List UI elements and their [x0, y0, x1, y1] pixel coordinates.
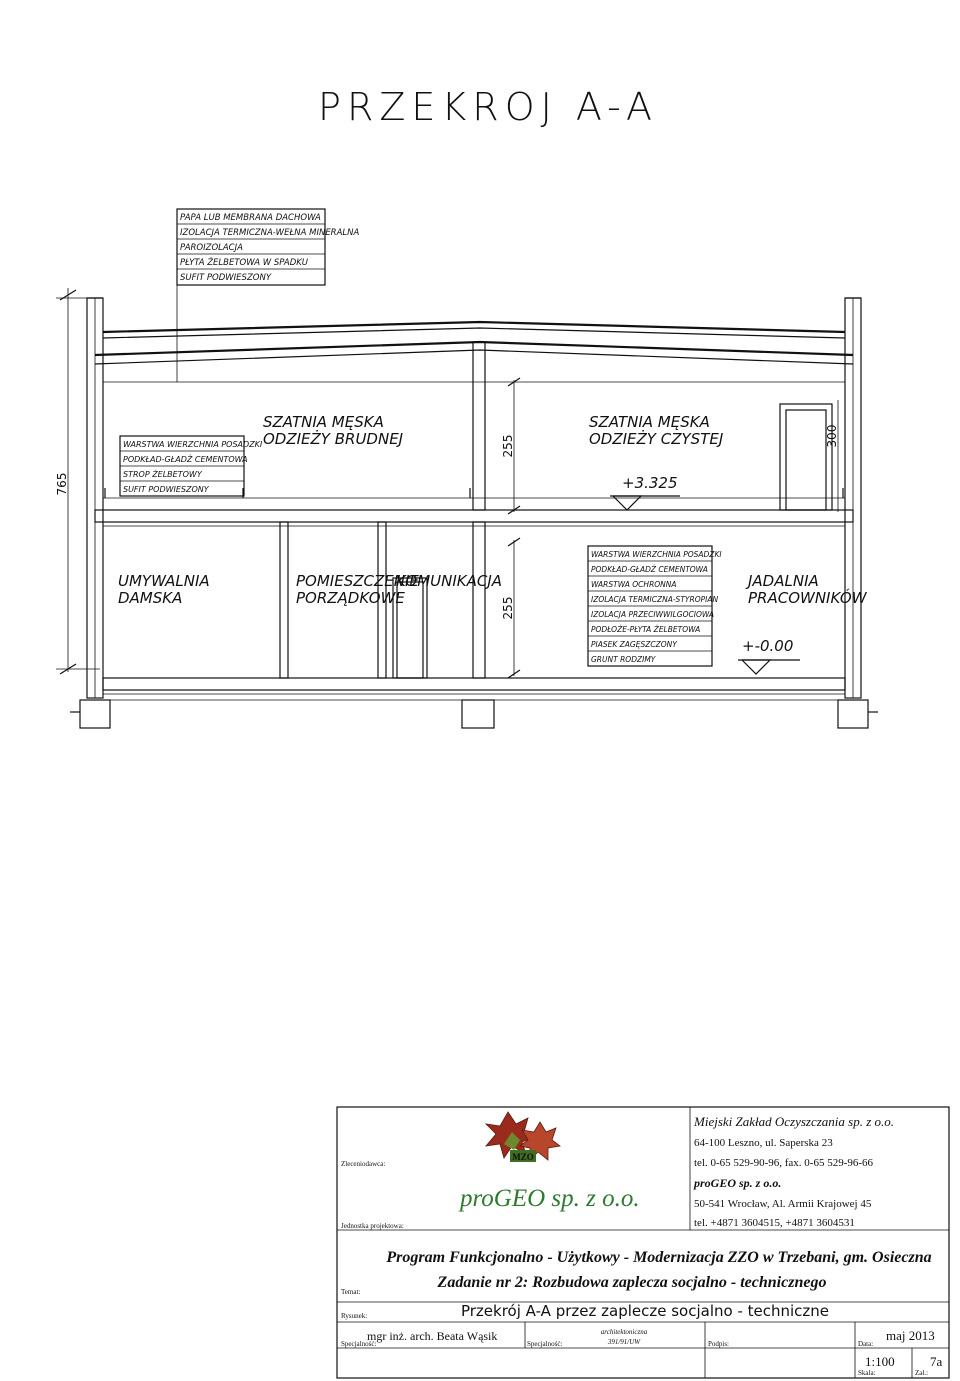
ground-layer-2: PODKŁAD-GŁADŹ CEMENTOWA — [591, 565, 708, 574]
dim-upper: 255 — [501, 434, 515, 458]
roof-layer-3: PAROIZOLACJA — [180, 243, 243, 253]
roof-layers-table — [177, 209, 359, 382]
roof-layer-4: PŁYTA ŻELBETOWA W SPADKU — [180, 258, 308, 268]
room-label-corridor: KOMUNIKACJA — [396, 572, 503, 590]
sign-label: Podpis: — [708, 1340, 730, 1348]
program-title: Program Funkcjonalno - Użytkowy - Modernizacja ZZO w Trzebani, gm. Osieczna — [386, 1249, 932, 1266]
scale-label: Skala: — [858, 1369, 876, 1377]
scale-value: 1:100 — [865, 1354, 895, 1369]
client-name: Miejski Zakład Oczyszczania sp. z o.o. — [694, 1114, 895, 1129]
attach-label: Zał.: — [915, 1369, 929, 1377]
ground-layers-table — [588, 546, 722, 666]
room-label-clean-2: ODZIEŻY CZYSTEJ — [589, 430, 724, 448]
drawing-name: Przekrój A-A przez zaplecze socjalno - techniczne — [460, 1302, 830, 1320]
room-label-washroom-2: DAMSKA — [118, 589, 183, 607]
level-upper: +3.325 — [622, 474, 678, 492]
ground-layer-3: WARSTWA OCHRONNA — [591, 580, 677, 589]
ground-layer-7: PIASEK ZAGĘSZCZONY — [591, 640, 677, 649]
room-label-clean-1: SZATNIA MĘSKA — [589, 413, 710, 431]
room-label-dining-1: JADALNIA — [748, 572, 819, 590]
drawing-label: Rysunek: — [341, 1312, 368, 1320]
specialty-label: Specjalność: — [341, 1340, 377, 1348]
sheet-value: 7a — [930, 1354, 943, 1369]
room-label-washroom-1: UMYWALNIA — [118, 572, 210, 590]
room-label-utility-2: PORZĄDKOWE — [296, 589, 405, 607]
author-license: 391/91/UW — [607, 1338, 641, 1346]
designer-address: 50-541 Wrocław, Al. Armii Krajowej 45 — [694, 1198, 872, 1210]
floor-layer-3: STROP ŻELBETOWY — [123, 470, 202, 479]
level-ground: +-0.00 — [742, 637, 794, 655]
ground-layer-6: PODŁOŻE-PŁYTA ŻELBETOWA — [591, 625, 701, 634]
ground-layer-1: WARSTWA WIERZCHNIA POSADZKI — [591, 550, 722, 559]
task-title: Zadanie nr 2: Rozbudowa zaplecza socjalno - technicznego — [437, 1274, 827, 1291]
ground-layer-4: IZOLACJA TERMICZNA-STYROPIAN — [591, 595, 719, 604]
title-block — [337, 1107, 949, 1378]
dim-door: 300 — [825, 424, 839, 448]
ground-layer-8: GRUNT RODZIMY — [591, 655, 656, 664]
client-phone: tel. 0-65 529-90-96, fax. 0-65 529-96-66 — [694, 1157, 874, 1169]
floor-layer-4: SUFIT PODWIESZONY — [123, 485, 209, 494]
client-label: Zleceniodawca: — [341, 1160, 386, 1168]
drawing-title: PRZEKROJ A-A — [318, 85, 658, 129]
roof-layer-2: IZOLACJA TERMICZNA-WEŁNA MINERALNA — [180, 228, 360, 238]
room-label-dining-2: PRACOWNIKÓW — [748, 589, 867, 607]
roof-layer-5: SUFIT PODWIESZONY — [180, 273, 272, 283]
floor-layers-table — [120, 436, 263, 496]
designer-phone: tel. +4871 3604515, +4871 3604531 — [694, 1217, 855, 1229]
unit-label: Jednostka projektowa: — [341, 1222, 404, 1230]
room-label-dirty-1: SZATNIA MĘSKA — [263, 413, 384, 431]
roof-layer-1: PAPA LUB MEMBRANA DACHOWA — [180, 213, 321, 223]
ground-layer-5: IZOLACJA PRZECIWWILGOCIOWA — [591, 610, 715, 619]
floor-layer-2: PODKŁAD-GŁADŹ CEMENTOWA — [123, 455, 248, 464]
logo-text: MZO — [512, 1152, 534, 1162]
dim-total: 765 — [55, 472, 69, 496]
maple-leaf-logo — [486, 1112, 560, 1162]
dim-lower: 255 — [501, 596, 515, 620]
specialty-label-2: Specjalność: — [527, 1340, 563, 1348]
author-name: mgr inż. arch. Beata Wąsik — [367, 1329, 498, 1343]
dimension-lines — [55, 288, 839, 678]
room-label-utility-1: POMIESZCZENIE — [296, 572, 419, 590]
date-value: maj 2013 — [886, 1328, 935, 1343]
designer-name: proGEO sp. z o.o. — [694, 1176, 782, 1190]
date-label: Data: — [858, 1340, 874, 1348]
building-structure — [70, 298, 878, 728]
author-specialty: architektoniczna — [600, 1328, 648, 1336]
topic-label: Temat: — [341, 1288, 361, 1296]
company-logo-text: proGEO sp. z o.o. — [460, 1185, 640, 1212]
floor-layer-1: WARSTWA WIERZCHNIA POSADZKI — [123, 440, 263, 449]
room-label-dirty-2: ODZIEŻY BRUDNEJ — [263, 430, 404, 448]
client-address: 64-100 Leszno, ul. Saperska 23 — [694, 1137, 833, 1149]
